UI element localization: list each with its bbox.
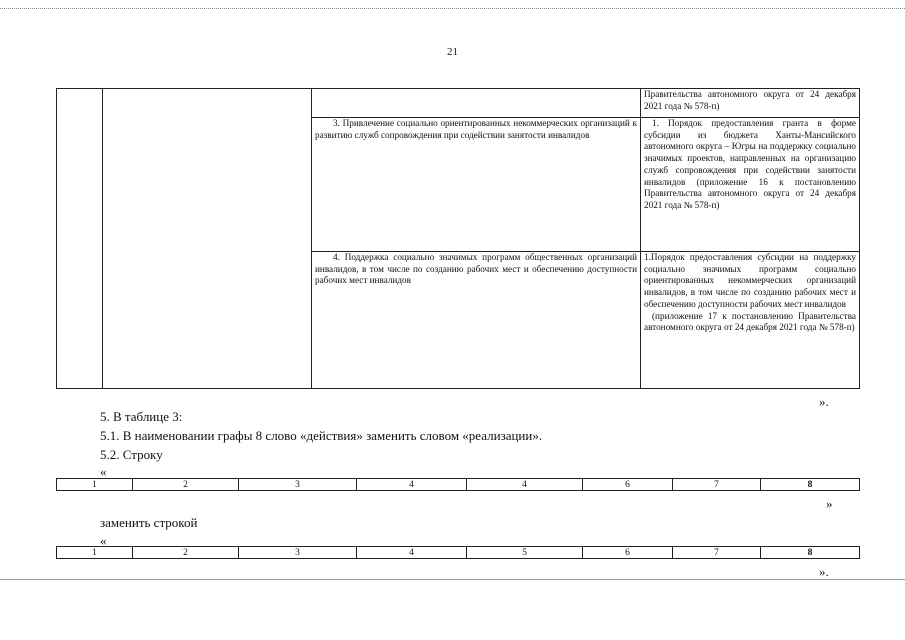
table-cell-col3 <box>312 89 641 118</box>
table-cell-col2 <box>103 89 312 389</box>
old-row-table <box>56 478 860 491</box>
replace-with-text: заменить строкой <box>100 515 198 530</box>
open-quote: « <box>100 533 107 548</box>
table-cell-col4 <box>641 252 860 389</box>
table-row <box>57 479 860 491</box>
new-row-table <box>56 546 860 559</box>
scan-edge-bottom <box>0 579 905 580</box>
subsidy-order-17-text: 1.Порядок предоставления субсидии на поддержку социально значимых программ социально ориентированных некоммерческих организаций инвалидов, в том числе по созданию рабочих мест и обеспечению доступности рабочих мест инвалидов <box>644 252 856 309</box>
column-number: 2 <box>133 479 239 491</box>
table-row <box>57 547 860 559</box>
column-number: 4 <box>357 547 467 559</box>
appendix-17-ref: (приложение 17 к постановлению Правительства автономного округа от 24 декабря 2021 года № 578-п) <box>644 310 856 333</box>
closing-quote: » <box>826 496 833 511</box>
column-number: 5 <box>467 547 583 559</box>
table-cell-col4 <box>641 118 860 252</box>
measure-4-text: 4. Поддержка социально значимых программ общественных организаций инвалидов, в том числе по созданию рабочих мест и обеспечению доступности рабочих мест инвалидов <box>315 252 637 286</box>
programs-table <box>56 88 860 389</box>
page-number: 21 <box>447 46 458 58</box>
closing-quote: ». <box>819 394 829 409</box>
column-number: 2 <box>133 547 239 559</box>
column-number: 3 <box>239 547 357 559</box>
column-number: 8 <box>761 547 860 559</box>
table-cell-col4: Правительства автономного округа от 24 декабря 2021 года № 578-п) <box>641 89 860 118</box>
column-number: 3 <box>239 479 357 491</box>
item-5: 5. В таблице 3: <box>100 409 183 424</box>
scan-edge-top <box>0 8 905 9</box>
table-cell-col1 <box>57 89 103 389</box>
table-cell-col3 <box>312 252 641 389</box>
column-number: 1 <box>57 479 133 491</box>
column-number: 1 <box>57 547 133 559</box>
column-number: 8 <box>761 479 860 491</box>
closing-quote: ». <box>819 564 829 579</box>
column-number: 7 <box>673 547 761 559</box>
column-number: 6 <box>583 479 673 491</box>
table-row <box>57 89 860 118</box>
column-number: 4 <box>357 479 467 491</box>
grant-order-16-text: 1. Порядок предоставления гранта в форме субсидии из бюджета Ханты-Мансийского автономного округа – Югры на поддержку социально значимых проектов, направленных на организацию служб сопровождения при содействии занятости инвалидов (приложение 16 к постановлению Правительства автономного округа от 24 декабря 2021 года № 578-п) <box>644 118 856 210</box>
item-5-1: 5.1. В наименовании графы 8 слово «действия» заменить словом «реализации». <box>100 428 543 443</box>
table-cell-col3 <box>312 118 641 252</box>
column-number: 7 <box>673 479 761 491</box>
column-number: 6 <box>583 547 673 559</box>
measure-3-text: 3. Привлечение социально ориентированных некоммерческих организаций к развитию служб сопровождения при содействии занятости инвалидов <box>315 118 637 140</box>
open-quote: « <box>100 464 107 479</box>
item-5-2: 5.2. Строку <box>100 447 163 462</box>
column-number: 4 <box>467 479 583 491</box>
